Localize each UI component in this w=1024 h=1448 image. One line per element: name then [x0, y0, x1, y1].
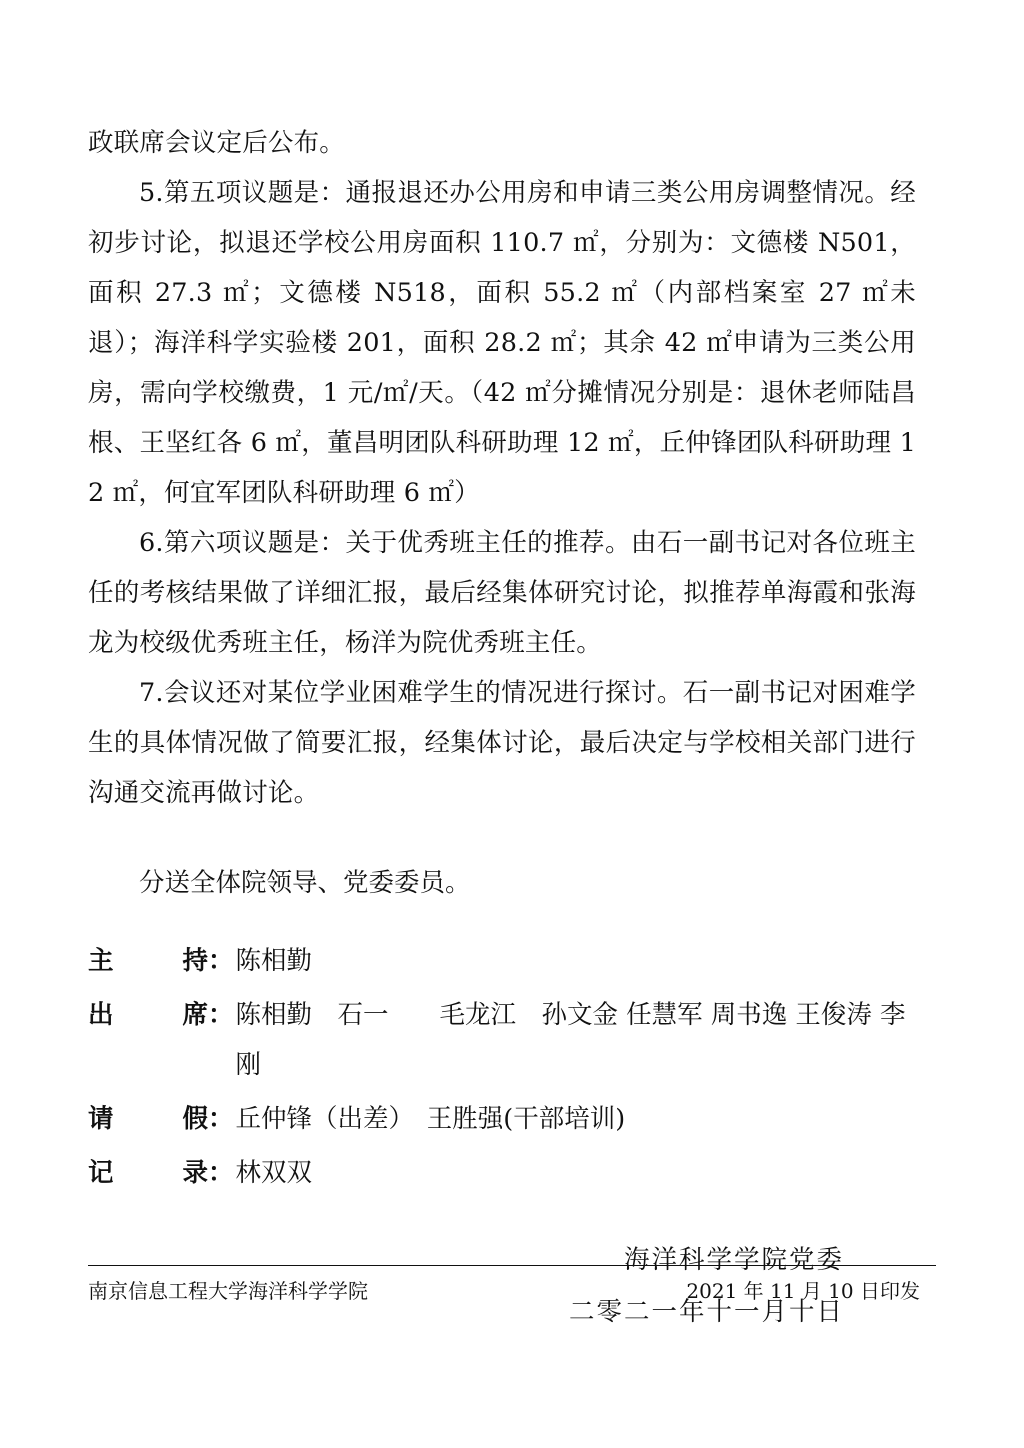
spacer — [88, 818, 916, 858]
paragraph-item-7: 7.会议还对某位学业困难学生的情况进行探讨。石一副书记对困难学生的具体情况做了简要汇报，经集体讨论，最后决定与学校相关部门进行沟通交流再做讨论。 — [88, 678, 916, 808]
signature-row-host — [88, 936, 916, 986]
signature-block — [88, 936, 916, 1198]
document-body — [88, 118, 916, 1338]
signature-label-char-2: 假 — [182, 1104, 208, 1134]
signature-value-recorder: 林双双 — [235, 1158, 313, 1188]
spacer — [88, 908, 916, 926]
signature-label-absent — [88, 1094, 208, 1144]
signature-row-recorder — [88, 1148, 916, 1198]
signature-label-recorder — [88, 1148, 208, 1198]
signature-label-attendees — [88, 990, 208, 1040]
signature-row-absent — [88, 1094, 916, 1144]
footer-issuer: 南京信息工程大学海洋科学学院 — [88, 1279, 368, 1303]
signature-colon: ： — [208, 1158, 234, 1188]
dispatch-note: 分送全体院领导、党委委员。 — [139, 868, 471, 898]
page-footer — [88, 1265, 936, 1308]
signature-value-absent: 丘仲锋（出差） 王胜强(干部培训) — [235, 1104, 626, 1134]
paragraph-item-5: 5.第五项议题是：通报退还办公用房和申请三类公用房调整情况。经初步讨论，拟退还学校公用房面积 110.7 ㎡，分别为：文德楼 N501，面积 27.3 ㎡；文德楼 N518，面积 55.2 ㎡（内部档案室 27 ㎡未退）；海洋科学实验楼 201，面积 28.2 ㎡；其余 42 ㎡申请为三类公用房，需向学校缴费，1 元/㎡/天。（42 ㎡分摊情况分别是：退休老师陆昌根、王坚红各 6 ㎡，董昌明团队科研助理 12 ㎡，丘仲锋团队科研助理 12 ㎡，何宜军团队科研助理 6 ㎡） — [88, 178, 916, 508]
signature-label-host — [88, 936, 208, 986]
signature-colon: ： — [208, 1104, 234, 1134]
footer-divider — [88, 1265, 936, 1266]
signature-label-char-1: 出 — [88, 1000, 114, 1030]
paragraph-item-6: 6.第六项议题是：关于优秀班主任的推荐。由石一副书记对各位班主任的考核结果做了详细汇报，最后经集体研究讨论，拟推荐单海霞和张海龙为校级优秀班主任，杨洋为院优秀班主任。 — [88, 528, 916, 658]
signature-label-char-2: 席 — [182, 1000, 208, 1030]
signature-label-char-1: 记 — [88, 1158, 114, 1188]
signature-value-attendees: 陈相勤 石一 毛龙江 孙文金 任慧军 周书逸 王俊涛 李刚 — [235, 1000, 906, 1080]
footer-row — [88, 1274, 936, 1308]
signature-colon: ： — [208, 1000, 234, 1030]
paragraph-continuation: 政联席会议定后公布。 — [88, 128, 346, 158]
closing-organization: 海洋科学学院党委 — [623, 1245, 844, 1275]
footer-issue-date: 2021 年 11 月 10 日印发 — [686, 1279, 920, 1303]
signature-value-host: 陈相勤 — [235, 946, 313, 976]
signature-row-attendees — [88, 990, 916, 1090]
signature-label-char-1: 请 — [88, 1104, 114, 1134]
signature-label-char-2: 录 — [182, 1158, 208, 1188]
signature-colon: ： — [208, 946, 234, 976]
signature-label-char-1: 主 — [88, 946, 114, 976]
closing-date: 二零二一年十一月十日 — [568, 1297, 844, 1327]
signature-label-char-2: 持 — [182, 946, 208, 976]
